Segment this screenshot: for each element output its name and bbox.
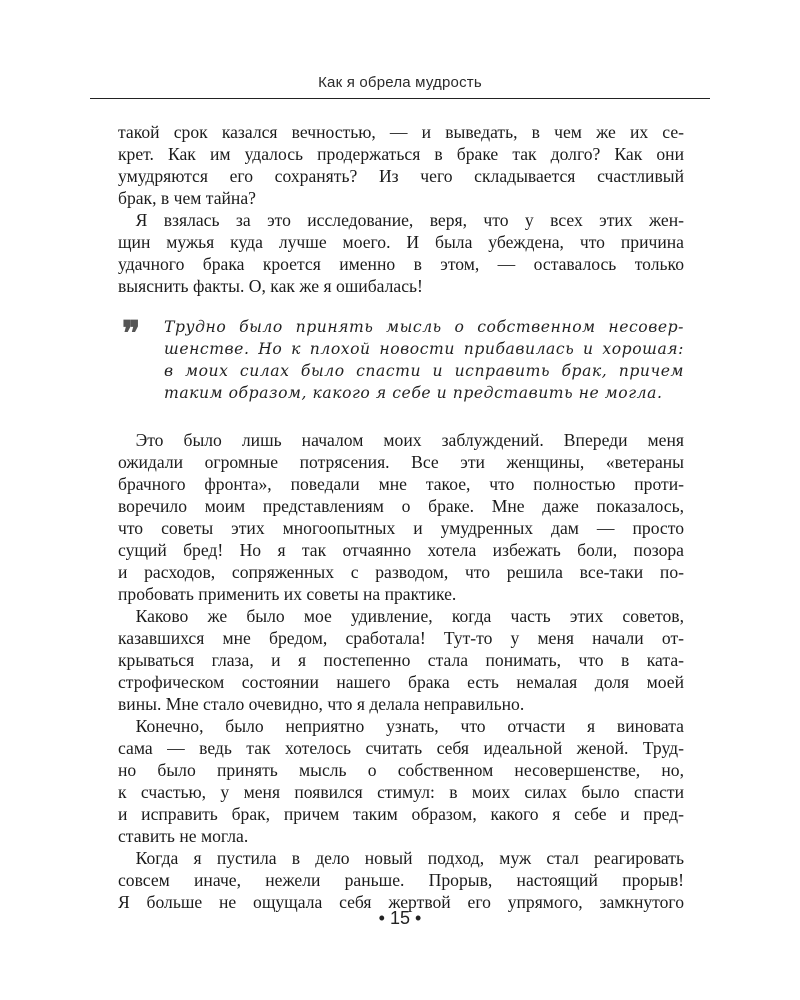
text-line: сама — ведь так хотелось считать себя идеальной женой. Труд-: [118, 738, 684, 758]
text-line: умудряются его сохранять? Из чего складывается счастливый: [118, 166, 684, 186]
text-line: брак, в чем тайна?: [118, 188, 256, 208]
text-line: вины. Мне стало очевидно, что я делала неправильно.: [118, 694, 525, 714]
text-line: сущий бред! Но я так отчаянно хотела избежать боли, позора: [118, 540, 684, 560]
pull-quote-text: [164, 316, 684, 404]
running-head: Как я обрела мудрость: [318, 74, 482, 91]
text-line: казавшихся мне бредом, сработала! Тут-то у меня начали от-: [118, 628, 684, 648]
text-line: щин мужья куда лучше моего. И была убеждена, что причина: [118, 232, 684, 252]
body-text-main: [118, 429, 684, 913]
quote-line: Трудно было принять мысль о собственном несовер-: [164, 318, 684, 336]
text-line: ставить не могла.: [118, 826, 249, 846]
text-line: и исправить брак, причем таким образом, какого я себе и пред-: [118, 804, 684, 824]
text-line: Я больше не ощущала себя жертвой его упрямого, замкнутого: [118, 892, 684, 912]
text-line: ожидали огромные потрясения. Все эти женщины, «ветераны: [118, 452, 684, 472]
text-line: крываться глаза, и я постепенно стала понимать, что в ката-: [118, 650, 684, 670]
text-line: Конечно, было неприятно узнать, что отчасти я виновата: [118, 716, 684, 736]
text-line: к счастью, у меня появился стимул: в моих силах было спасти: [118, 782, 684, 802]
text-line: Каково же было мое удивление, когда часть этих советов,: [118, 606, 684, 626]
text-line: брачного фронта», поведали мне такое, что полностью проти-: [118, 474, 684, 494]
body-text-top: [118, 121, 684, 297]
text-line: совсем иначе, нежели раньше. Прорыв, настоящий прорыв!: [118, 870, 684, 890]
text-line: воречило моим представлениям о браке. Мне даже показалось,: [118, 496, 684, 516]
quote-line: шенстве. Но к плохой новости прибавилась и хорошая:: [164, 340, 684, 358]
text-line: пробовать применить их советы на практике.: [118, 584, 457, 604]
text-line: и расходов, сопряженных с разводом, что решила все-таки по-: [118, 562, 684, 582]
page-number: • 15 •: [378, 908, 422, 928]
text-line: строфическом состоянии нашего брака есть немалая доля моей: [118, 672, 684, 692]
quote-line: в моих силах было спасти и исправить брак, причем: [164, 362, 684, 380]
text-line: что советы этих многоопытных и умудренных дам — просто: [118, 518, 684, 538]
text-line: такой срок казался вечностью, — и выведать, в чем же их се-: [118, 122, 684, 142]
text-line: Я взялась за это исследование, веря, что у всех этих жен-: [118, 210, 684, 230]
quote-mark-icon: ❞: [122, 314, 141, 354]
text-line: выяснить факты. О, как же я ошибалась!: [118, 276, 423, 296]
text-line: но было принять мысль о собственном несовершенстве, но,: [118, 760, 684, 780]
text-line: крет. Как им удалось продержаться в браке так долго? Как они: [118, 144, 684, 164]
quote-line: таким образом, какого я себе и представить не могла.: [164, 384, 663, 402]
text-line: удачного брака кроется именно в этом, — оставалось только: [118, 254, 684, 274]
text-line: Когда я пустила в дело новый подход, муж стал реагировать: [118, 848, 684, 868]
text-line: Это было лишь началом моих заблуждений. Впереди меня: [118, 430, 684, 450]
header-rule: [90, 98, 710, 99]
